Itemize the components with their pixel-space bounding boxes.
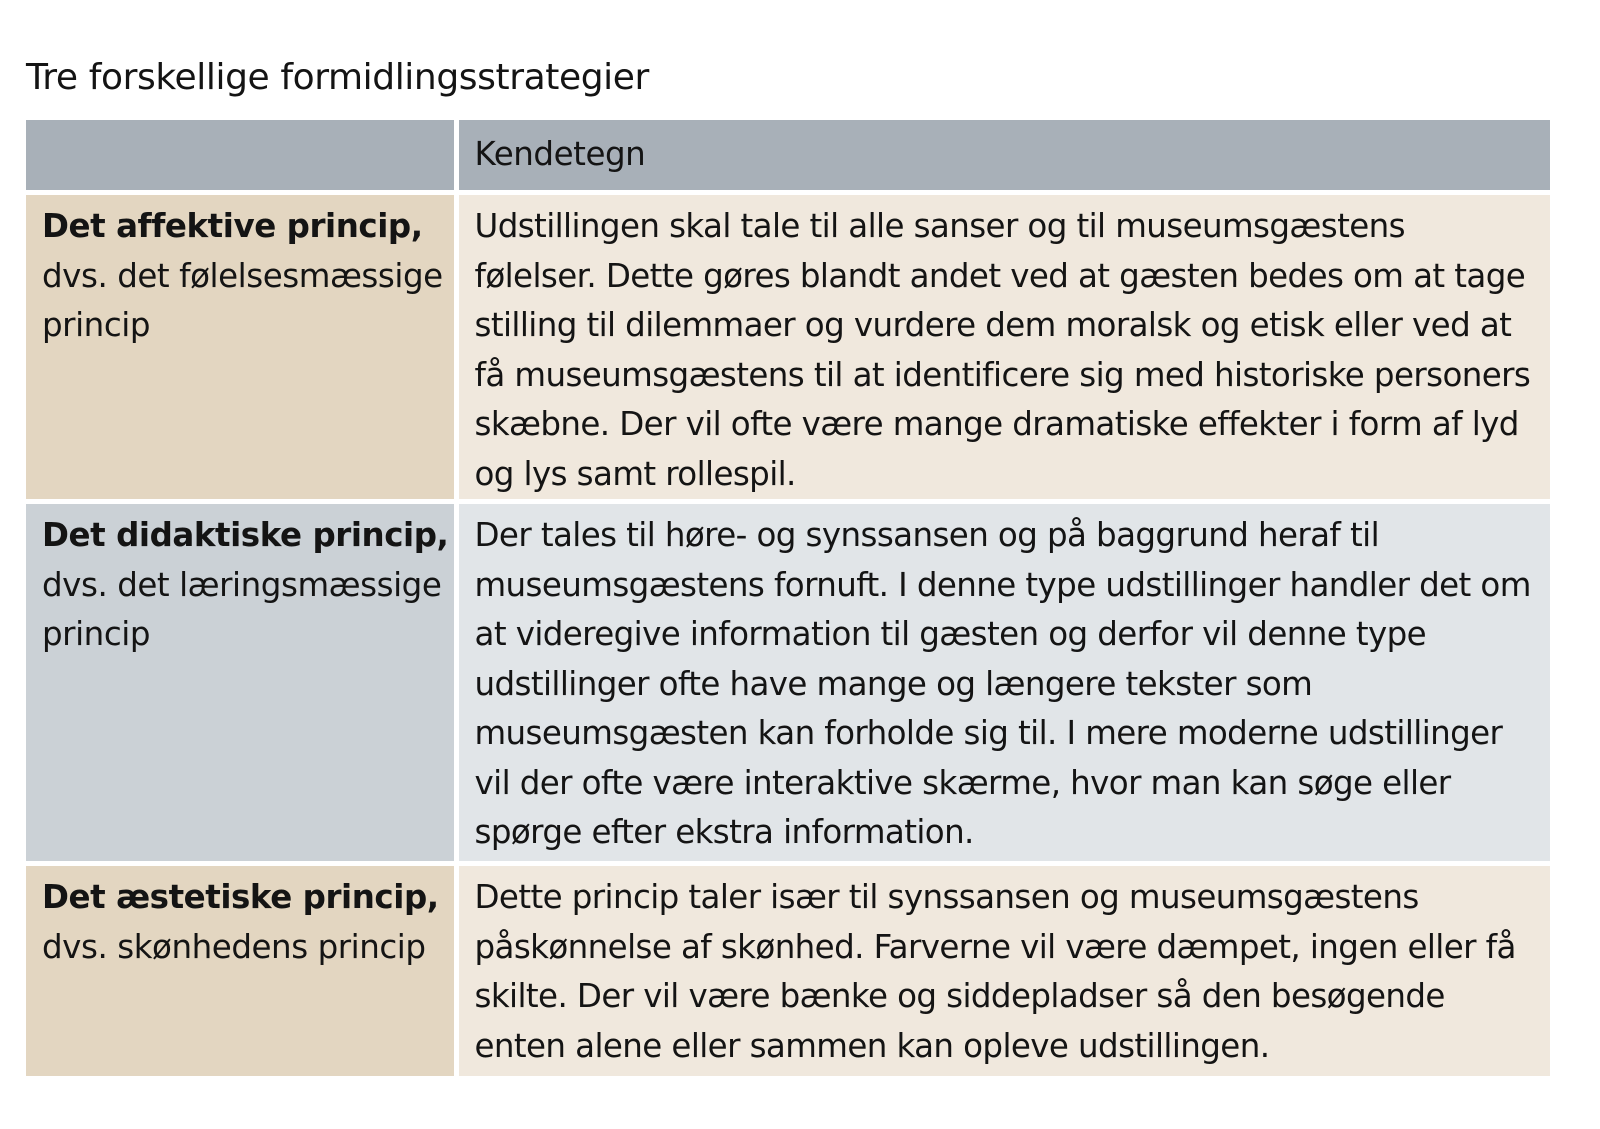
principle-name: Det affektive princip, (42, 207, 423, 245)
principle-subtitle: dvs. det læringsmæssige princip (42, 565, 442, 653)
table-row-aesthetic (26, 864, 1550, 1077)
principle-description: Udstillingen skal tale til alle sanser og til museumsgæstens følelser. Dette gøres blandt andet ved at gæsten bedes om at tage stilling til dilemmaer og vurdere dem moralsk og etisk eller ved at få museumsgæstens til at identificere sig med historiske personers skæbne. Der vil ofte være mange dramatiske effekter i form af lyd og lys samt rollespil. (474, 207, 1531, 493)
header-cell-empty (26, 120, 456, 193)
header-cell-kendetegn: Kendetegn (456, 120, 1550, 193)
strategies-table (26, 120, 1550, 1076)
principle-cell (26, 864, 456, 1077)
document-title: Tre forskellige formidlingsstrategier (26, 57, 649, 98)
principle-name: Det didaktiske princip, (42, 516, 449, 554)
principle-cell (26, 502, 456, 864)
principle-subtitle: dvs. skønhedens princip (42, 927, 426, 966)
principle-name: Det æstetiske princip, (42, 878, 439, 916)
table-row-didactic (26, 502, 1550, 864)
table-header-row (26, 120, 1550, 193)
description-cell (456, 502, 1550, 864)
principle-cell (26, 193, 456, 502)
principle-subtitle: dvs. det følelsesmæssige princip (42, 256, 443, 344)
table-row-affective (26, 193, 1550, 502)
principle-description: Der tales til høre- og synssansen og på baggrund heraf til museumsgæstens fornuft. I denne type udstillinger handler det om at videregive information til gæsten og derfor vil denne type udstillinger ofte have mange og længere tekster som museumsgæsten kan forholde sig til. I mere moderne udstillinger vil der ofte være interaktive skærme, hvor man kan søge eller spørge efter ekstra information. (474, 516, 1531, 851)
description-cell (456, 864, 1550, 1077)
description-cell (456, 193, 1550, 502)
principle-description: Dette princip taler især til synssansen og museumsgæstens påskønnelse af skønhed. Farverne vil være dæmpet, ingen eller få skilte. Der vil være bænke og siddepladser så den besøgende enten alene eller sammen kan opleve udstillingen. (474, 878, 1516, 1065)
